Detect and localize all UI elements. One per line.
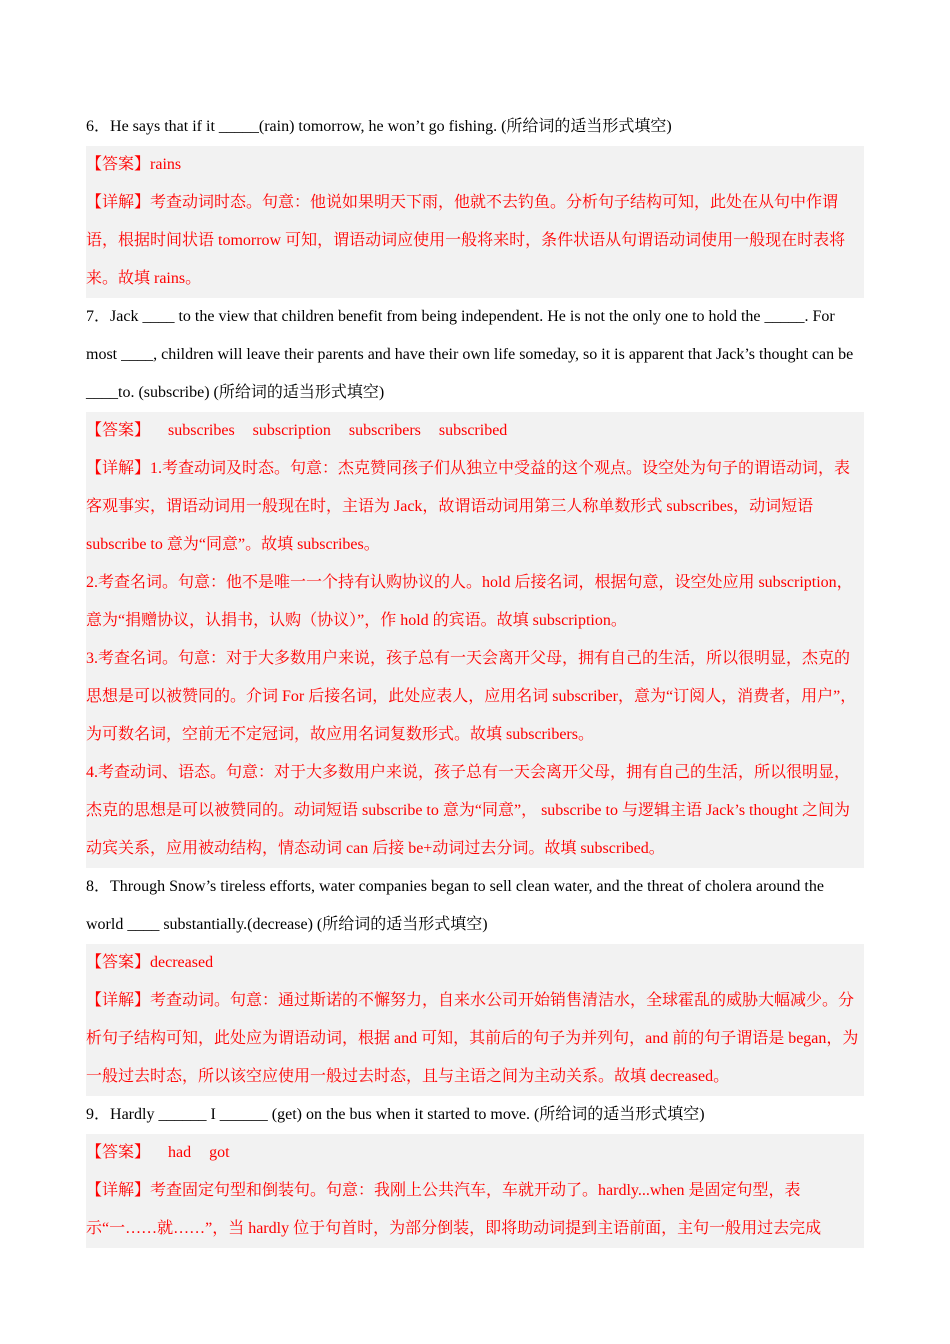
question-7-detail-3: [86, 640, 864, 754]
answer-value-3: subscribers: [348, 422, 421, 439]
question-6-detail: [86, 184, 864, 298]
detail-text: 4.考查动词、语态。句意：对于大多数用户来说，孩子总有一天会离开父母，拥有自己的生活，所以很明显，杰克的思想是可以被赞同的。动词短语 subscribe to 意为“同意”， subscribe to 与逻辑主语 Jack’s thought 之间为动宾关系，应用被动结构，情态动词 can 后接 be+动词过去分词。故填 subscribed。: [86, 764, 851, 857]
question-8-answer: [86, 944, 864, 982]
question-9-answer: [86, 1134, 864, 1172]
detail-text: 考查动词。句意：通过斯诺的不懈努力，自来水公司开始销售清洁水，全球霍乱的威胁大幅减少。分析句子结构可知，此处应为谓语动词，根据 and 可知，其前后的句子为并列句，and 前的句子谓语是 began，为一般过去时态，所以该空应使用一般过去时态，且与主语之间为主动关系。故填 decreased。: [86, 992, 859, 1085]
question-6-text: He says that if it _____(rain) tomorrow, he won’t go fishing. (所给词的适当形式填空): [110, 118, 672, 135]
question-7-text: Jack ____ to the view that children benefit from being independent. He is not the only one to hold the _____. For most ____, children will leave their parents and have their own life someday, so it is apparent that Jack’s thought can be ____to. (subscribe) (所给词的适当形式填空): [86, 308, 854, 401]
detail-text: 1.考查动词及时态。句意：杰克赞同孩子们从独立中受益的这个观点。设空处为句子的谓语动词，表客观事实，谓语动词用一般现在时，主语为 Jack，故谓语动词用第三人称单数形式 subscribes，动词短语 subscribe to 意为“同意”。故填 subscribes。: [86, 460, 851, 553]
answer-value-1: subscribes: [168, 422, 235, 439]
detail-label: 【详解】: [86, 1182, 151, 1199]
question-8-number: 8．: [86, 878, 111, 895]
question-9-stem: [86, 1096, 864, 1134]
detail-label: 【详解】: [86, 992, 151, 1009]
detail-text: 考查动词时态。句意：他说如果明天下雨，他就不去钓鱼。分析句子结构可知，此处在从句中作谓语，根据时间状语 tomorrow 可知，谓语动词应使用一般将来时，条件状语从句谓语动词使用一般现在时表将来。故填 rains。: [86, 194, 846, 287]
answer-label: 【答案】: [86, 156, 151, 173]
question-9-text: Hardly ______ I ______ (get) on the bus when it started to move. (所给词的适当形式填空): [110, 1106, 705, 1123]
question-8-detail: [86, 982, 864, 1096]
answer-value-2: subscription: [252, 422, 331, 439]
question-list: [86, 108, 864, 1248]
answer-value: decreased: [150, 954, 214, 971]
answer-value-4: subscribed: [438, 422, 508, 439]
question-6-number: 6．: [86, 118, 111, 135]
answer-value-1: had: [168, 1144, 192, 1161]
question-9-number: 9．: [86, 1106, 111, 1123]
question-6-answer: [86, 146, 864, 184]
question-8-stem: [86, 868, 864, 944]
question-7-answer: [86, 412, 864, 450]
detail-text: 2.考查名词。句意：他不是唯一一个持有认购协议的人。hold 后接名词，根据句意，设空处应用 subscription，意为“捐赠协议，认捐书，认购（协议）”，作 hold 的宾语。故填 subscription。: [86, 574, 853, 629]
question-7-stem: [86, 298, 864, 412]
detail-text: 3.考查名词。句意：对于大多数用户来说，孩子总有一天会离开父母，拥有自己的生活，所以很明显，杰克的思想是可以被赞同的。介词 For 后接名词，此处应表人，应用名词 subscriber，意为“订阅人，消费者，用户”，为可数名词，空前无不定冠词，故应用名词复数形式。故填 subscribers。: [86, 650, 857, 743]
question-8-text: Through Snow’s tireless efforts, water companies began to sell clean water, and the threat of cholera around the world ____ substantially.(decrease) (所给词的适当形式填空): [86, 878, 824, 933]
answer-label: 【答案】: [86, 1144, 151, 1161]
answer-value: rains: [150, 156, 182, 173]
question-7-number: 7．: [86, 308, 111, 325]
detail-label: 【详解】: [86, 460, 151, 477]
detail-text: 考查固定句型和倒装句。句意：我刚上公共汽车，车就开动了。hardly...when 是固定句型，表示“一……就……”，当 hardly 位于句首时，为部分倒装，即将助动词提到主语前面，主句一般用过去完成: [86, 1182, 822, 1237]
question-7-detail-4: [86, 754, 864, 868]
answer-value-2: got: [209, 1144, 230, 1161]
answer-label: 【答案】: [86, 422, 151, 439]
question-9-detail: [86, 1172, 864, 1248]
question-6-stem: [86, 108, 864, 146]
detail-label: 【详解】: [86, 194, 151, 211]
question-7-detail-2: [86, 564, 864, 640]
answer-label: 【答案】: [86, 954, 151, 971]
question-7-detail-1: [86, 450, 864, 564]
